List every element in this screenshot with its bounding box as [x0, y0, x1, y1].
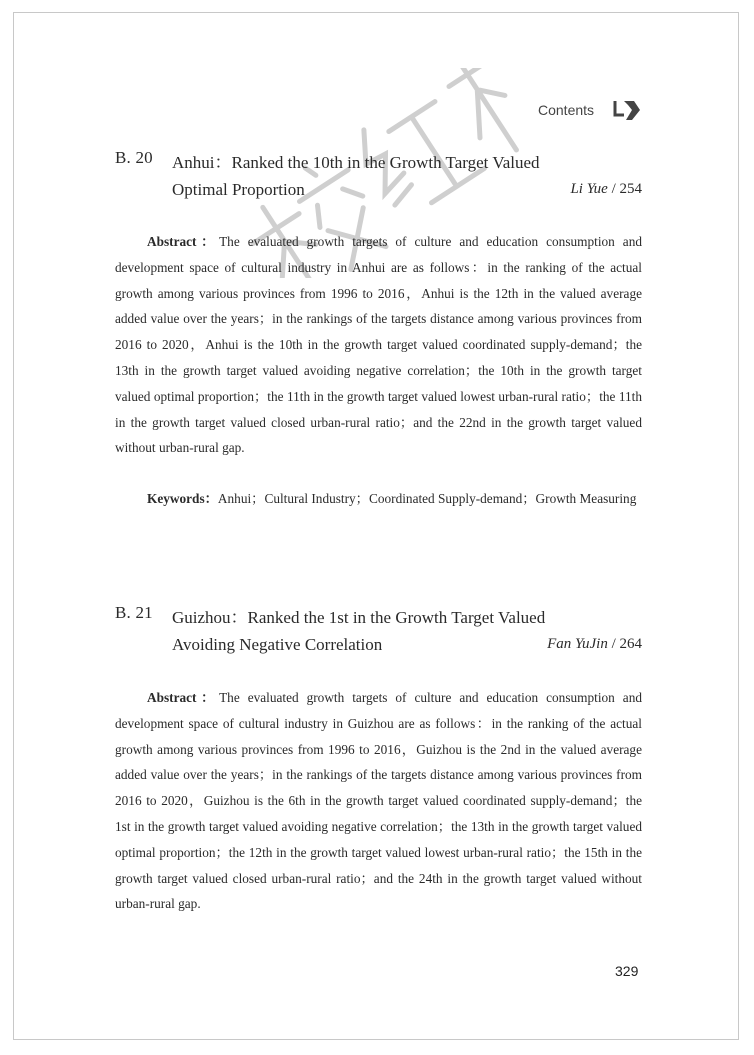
abstract-paragraph — [115, 229, 642, 461]
entry-title-line1: Anhui：Ranked the 10th in the Growth Target Valued — [172, 153, 540, 172]
keywords-label: Keywords： — [147, 491, 218, 506]
abstract-paragraph — [115, 685, 642, 917]
entry-title-line1: Guizhou：Ranked the 1st in the Growth Target Valued — [172, 608, 546, 627]
entry-title-line2: Avoiding Negative Correlation — [172, 635, 383, 654]
entry-author-page — [570, 181, 642, 198]
abstract-text: The evaluated growth targets of culture and education consumption and development space of cultural industry in Anhui are as follows：in the ranking of the actual growth among various provinces from 1996 to 2016，Anhui is the 12th in the valued average added value over the years；in the rankings of the targets distance among various provinces from 2016 to 2020，Anhui is the 10th in the growth target valued coordinated supply-demand；the 13th in the growth target valued avoiding negative correlation；the 10th in the growth target valued optimal proportion；the 11th in the growth target valued lowest urban-rural ratio；the 11th in the growth target valued closed urban-rural ratio；and the 22nd in the growth target valued without urban-rural gap. — [115, 234, 642, 456]
page-ref: / 254 — [611, 181, 642, 197]
contents-arrow-icon — [612, 98, 642, 124]
abstract-label: Abstract： — [147, 690, 220, 705]
author-name: Li Yue — [570, 181, 608, 197]
section-label: Contents — [538, 102, 595, 118]
keywords-paragraph — [115, 486, 642, 512]
abstract-label: Abstract： — [147, 234, 220, 249]
entry-number: B. 20 — [115, 148, 153, 167]
entry-number: B. 21 — [115, 603, 153, 622]
page-number: 329 — [615, 963, 639, 979]
abstract-text: The evaluated growth targets of culture and education consumption and development space of cultural industry in Guizhou are as follows：in the ranking of the actual growth among various provinces from 1996 to 2016，Guizhou is the 2nd in the valued average added value over the years；in the rankings of the targets distance among various provinces from 2016 to 2020，Guizhou is the 6th in the growth target valued coordinated supply-demand；the 1st in the growth target valued avoiding negative correlation；the 13th in the growth target valued optimal proportion；the 12th in the growth target valued lowest urban-rural ratio；the 15th in the growth target valued closed urban-rural ratio；and the 24th in the growth target valued without urban-rural gap. — [115, 690, 642, 912]
page-ref: / 264 — [611, 636, 642, 652]
author-name: Fan YuJin — [547, 636, 608, 652]
running-head — [520, 98, 642, 124]
entry-title-line2: Optimal Proportion — [172, 180, 305, 199]
entry-author-page — [547, 636, 642, 653]
keywords-text: Anhui；Cultural Industry；Coordinated Supply-demand；Growth Measuring — [217, 491, 637, 506]
